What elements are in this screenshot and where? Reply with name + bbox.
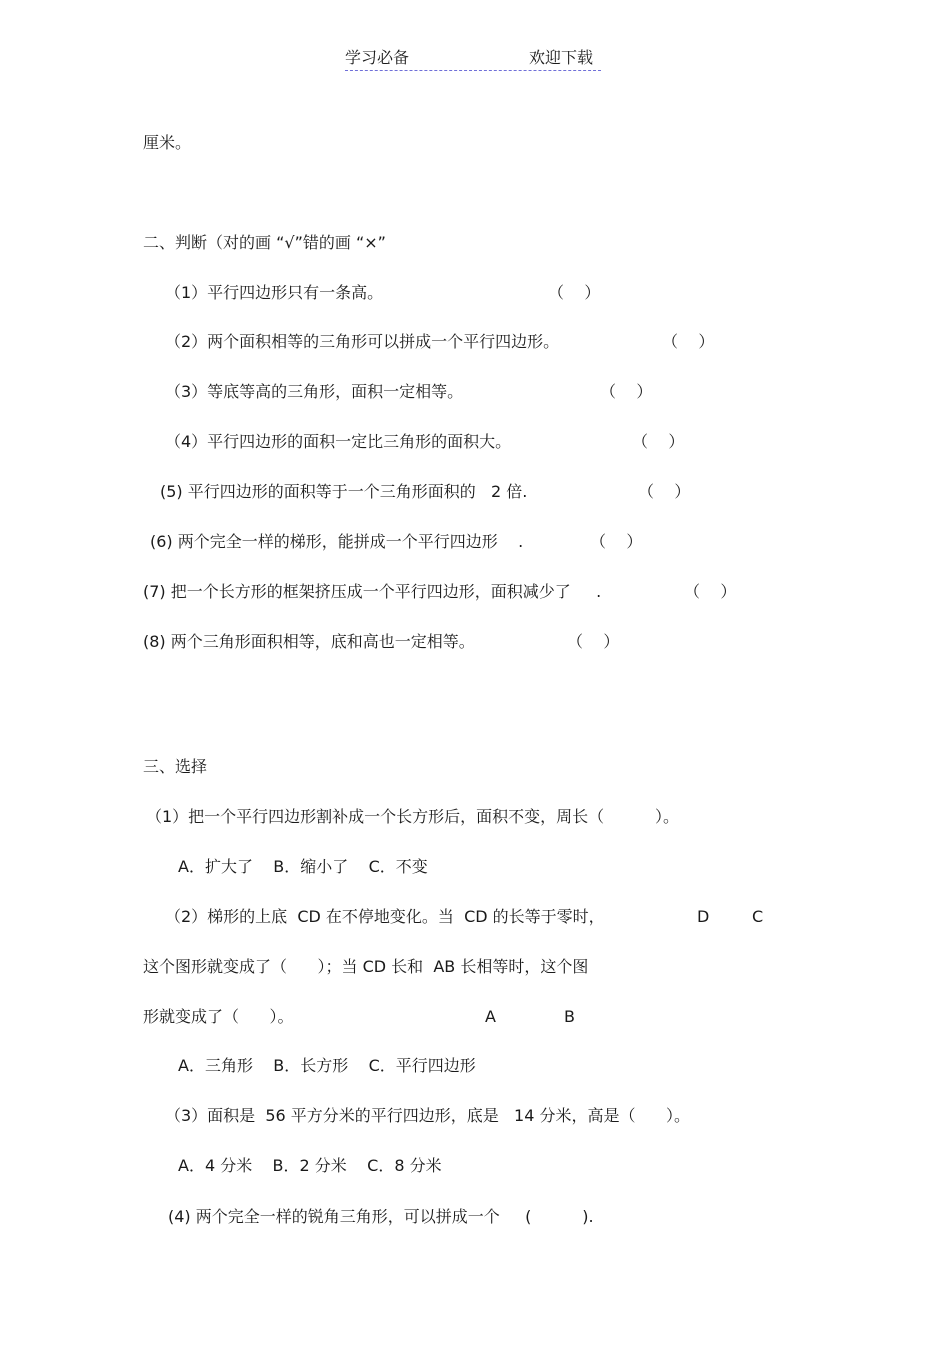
judge-item-7: (7) 把一个长方形的框架挤压成一个平行四边形，面积减少了 . [143, 582, 602, 601]
judge-blank-4[interactable]: （ ） [632, 432, 685, 451]
section-3-title: 三、选择 [143, 757, 208, 776]
judge-item-6: (6) 两个完全一样的梯形，能拼成一个平行四边形 . [150, 532, 524, 551]
judge-blank-6[interactable]: （ ） [590, 532, 643, 551]
header-right: 欢迎下载 [529, 48, 594, 67]
judge-item-1: （1）平行四边形只有一条高。 [165, 283, 384, 302]
judge-blank-8[interactable]: （ ） [567, 632, 620, 651]
choice-q2-line2: 这个图形就变成了（ ）；当 CD 长和 AB 长相等时，这个图 [143, 957, 589, 976]
judge-blank-3[interactable]: （ ） [600, 382, 653, 401]
judge-item-3: （3）等底等高的三角形，面积一定相等。 [165, 382, 464, 401]
choice-q4: (4) 两个完全一样的锐角三角形，可以拼成一个 ( ). [168, 1207, 594, 1226]
choice-q3: （3）面积是 56 平方分米的平行四边形，底是 14 分米，高是（ ）。 [165, 1106, 691, 1125]
judge-blank-1[interactable]: （ ） [548, 283, 601, 302]
trapezoid-label-d: D [697, 907, 710, 926]
header-divider [345, 70, 601, 71]
judge-blank-2[interactable]: （ ） [662, 332, 715, 351]
choice-q1-options[interactable]: A．扩大了 B．缩小了 C．不变 [178, 857, 428, 876]
choice-q2-line1: （2）梯形的上底 CD 在不停地变化。当 CD 的长等于零时， [165, 907, 605, 926]
continued-fragment: 厘米。 [143, 133, 192, 152]
judge-item-2: （2）两个面积相等的三角形可以拼成一个平行四边形。 [165, 332, 560, 351]
choice-q2-line3: 形就变成了（ ）。 [143, 1007, 294, 1026]
judge-item-8: (8) 两个三角形面积相等，底和高也一定相等。 [143, 632, 475, 651]
judge-item-5: (5) 平行四边形的面积等于一个三角形面积的 2 倍. [160, 482, 528, 501]
choice-q1: （1）把一个平行四边形割补成一个长方形后，面积不变，周长（ ）。 [146, 807, 680, 826]
section-2-title: 二、判断（对的画 “√”错的画 “×” [143, 233, 386, 252]
choice-q3-options[interactable]: A．4 分米 B．2 分米 C．8 分米 [178, 1156, 442, 1175]
choice-q2-options[interactable]: A．三角形 B．长方形 C．平行四边形 [178, 1056, 476, 1075]
trapezoid-label-c: C [752, 907, 764, 926]
judge-item-4: （4）平行四边形的面积一定比三角形的面积大。 [165, 432, 512, 451]
judge-blank-7[interactable]: （ ） [684, 582, 737, 601]
trapezoid-label-a: A [485, 1007, 496, 1026]
judge-blank-5[interactable]: （ ） [638, 482, 691, 501]
trapezoid-label-b: B [564, 1007, 575, 1026]
header-left: 学习必备 [345, 48, 410, 67]
